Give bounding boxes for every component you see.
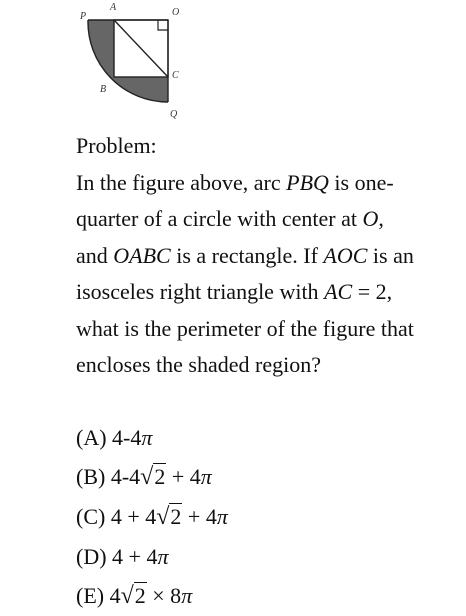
pi-symbol: π bbox=[141, 425, 153, 450]
choice-expr: 4-4 bbox=[112, 425, 142, 450]
choice-e[interactable] bbox=[76, 576, 228, 616]
choice-letter: (B) bbox=[76, 464, 106, 489]
math-var: PBQ bbox=[286, 169, 329, 195]
radicand: 2 bbox=[134, 583, 146, 608]
math-var: O bbox=[362, 206, 379, 231]
text-run: is a rectangle. If bbox=[170, 242, 324, 268]
problem-text bbox=[76, 165, 456, 384]
choice-letter: (C) bbox=[76, 504, 106, 529]
choice-expr: × 8 bbox=[146, 583, 182, 608]
choice-a[interactable] bbox=[76, 418, 228, 457]
problem-line bbox=[76, 274, 456, 311]
sqrt-symbol: √2 bbox=[140, 464, 166, 490]
geometry-figure bbox=[60, 0, 200, 125]
choice-expr: 4 + 4 bbox=[110, 504, 157, 529]
choice-expr: 4 + 4 bbox=[112, 544, 158, 569]
problem-label: Problem: bbox=[76, 133, 157, 158]
label-p: P bbox=[80, 11, 87, 22]
choice-b[interactable] bbox=[76, 457, 228, 497]
choice-letter: (A) bbox=[76, 425, 107, 450]
label-b: B bbox=[100, 84, 107, 95]
choice-letter: (D) bbox=[76, 544, 107, 569]
sqrt-symbol: √2 bbox=[156, 504, 182, 530]
choice-d[interactable] bbox=[76, 537, 228, 576]
label-o: O bbox=[172, 7, 180, 18]
label-c: C bbox=[172, 70, 179, 81]
choice-expr: + 4 bbox=[182, 504, 217, 529]
text-run: what is the perimeter of the figure that bbox=[76, 315, 414, 341]
text-run: is one- bbox=[328, 169, 394, 195]
math-var: AOC bbox=[323, 242, 368, 268]
choice-expr: 4-4 bbox=[110, 464, 141, 489]
text-run: is an bbox=[367, 242, 414, 268]
math-var: OABC bbox=[113, 242, 171, 268]
text-run: isosceles right triangle with bbox=[76, 279, 325, 304]
label-q: Q bbox=[170, 109, 178, 120]
problem-line bbox=[76, 311, 456, 348]
text-run: and bbox=[76, 242, 114, 268]
text-run: In the figure above, arc bbox=[76, 169, 287, 195]
problem-line bbox=[76, 347, 456, 384]
choice-expr: 4 bbox=[109, 583, 121, 608]
pi-symbol: π bbox=[200, 464, 212, 489]
problem-line bbox=[76, 238, 456, 275]
sqrt-symbol: √2 bbox=[120, 583, 146, 609]
label-a: A bbox=[110, 2, 117, 13]
text-run: , bbox=[378, 206, 384, 231]
answer-choices bbox=[76, 418, 228, 616]
choice-expr: + 4 bbox=[166, 464, 201, 489]
pi-symbol: π bbox=[181, 583, 193, 608]
text-run: = 2, bbox=[352, 279, 393, 304]
text-run: quarter of a circle with center at bbox=[76, 206, 363, 231]
text-run: encloses the shaded region? bbox=[76, 352, 321, 377]
math-var: AC bbox=[324, 279, 353, 304]
pi-symbol: π bbox=[157, 544, 169, 569]
pi-symbol: π bbox=[216, 504, 228, 529]
problem-line bbox=[76, 165, 456, 202]
radicand: 2 bbox=[154, 464, 166, 489]
choice-c[interactable] bbox=[76, 497, 228, 537]
radicand: 2 bbox=[170, 504, 182, 529]
problem-block bbox=[76, 128, 456, 384]
choice-letter: (E) bbox=[76, 583, 105, 608]
problem-line bbox=[76, 201, 456, 238]
